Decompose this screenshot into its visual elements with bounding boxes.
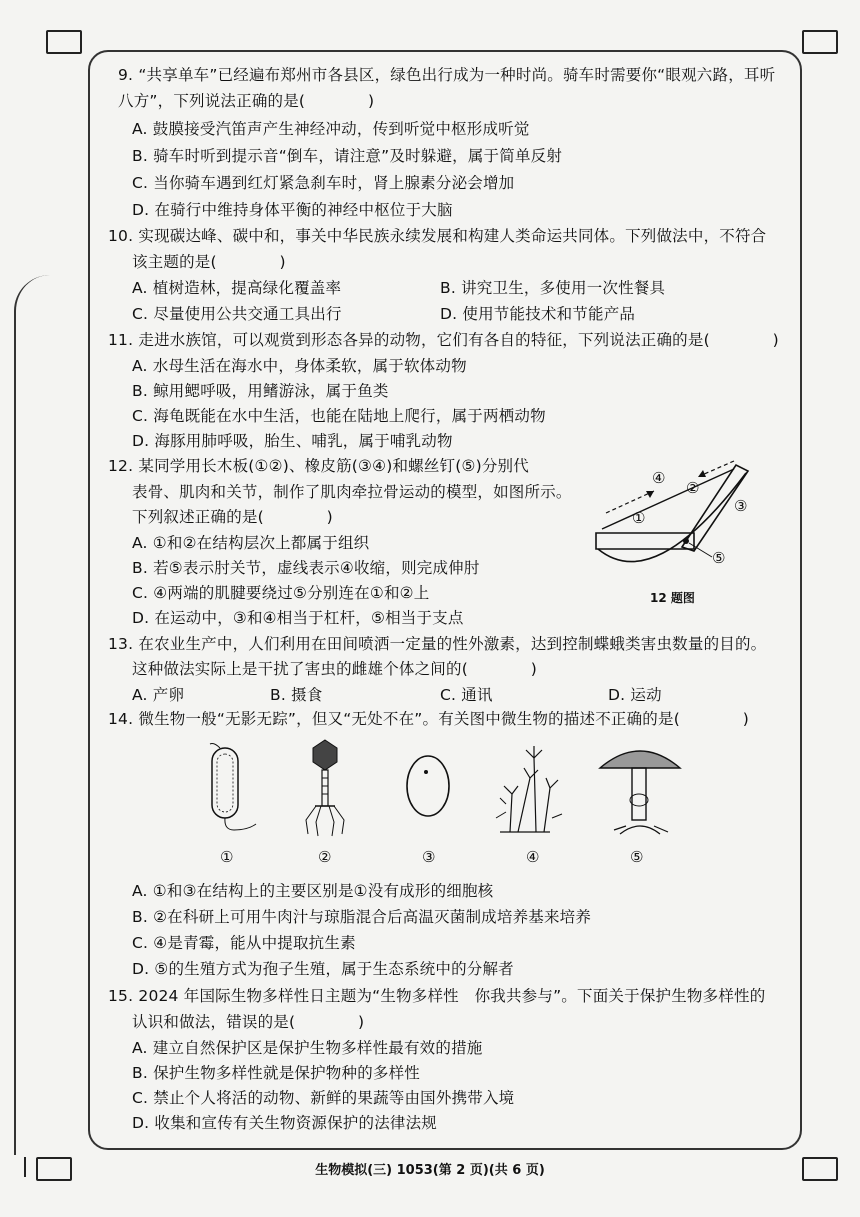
q13-option-a: A. 产卵 (132, 686, 185, 704)
q15-option-b: B. 保护生物多样性就是保护物种的多样性 (132, 1064, 420, 1082)
q10-option-b: B. 讲究卫生，多使用一次性餐具 (440, 279, 666, 297)
fig12-label-1: ① (632, 509, 646, 527)
q10-option-c: C. 尽量使用公共交通工具出行 (132, 305, 342, 323)
muscle-bone-model-diagram (594, 455, 774, 575)
fig12-label-5: ⑤ (712, 549, 726, 567)
q12-option-b: B. 若⑤表示肘关节，虚线表示④收缩，则完成伸肘 (132, 559, 480, 577)
fig12-label-3: ③ (734, 497, 748, 515)
bacterium-icon (210, 744, 256, 831)
q11-stem: 11. 走进水族馆，可以观赏到形态各异的动物，它们有各自的特征，下列说法正确的是( ) (108, 331, 779, 349)
fig12-label-2: ② (686, 479, 700, 497)
q9-option-a: A. 鼓膜接受汽笛声产生神经冲动，传到听觉中枢形成听觉 (132, 120, 530, 138)
corner-box-top-left (46, 30, 82, 54)
q9-option-c: C. 当你骑车遇到红灯紧急刹车时，肾上腺素分泌会增加 (132, 174, 515, 192)
fig12-caption: 12 题图 (650, 591, 695, 605)
fig14-number-2: ② (318, 848, 332, 866)
q13-option-b: B. 摄食 (270, 686, 323, 704)
q12-stem-line1: 12. 某同学用长木板(①②)、橡皮筋(③④)和螺丝钉(⑤)分别代 (108, 457, 529, 475)
q11-option-d: D. 海豚用肺呼吸，胎生、哺乳，属于哺乳动物 (132, 432, 453, 450)
q10-option-d: D. 使用节能技术和节能产品 (440, 305, 636, 323)
q15-option-d: D. 收集和宣传有关生物资源保护的法律法规 (132, 1114, 437, 1132)
page-footer: 生物模拟(三) 1053(第 2 页)(共 6 页) (315, 1163, 545, 1178)
fig14-number-3: ③ (422, 848, 436, 866)
q11-option-c: C. 海龟既能在水中生活，也能在陆地上爬行，属于两栖动物 (132, 407, 546, 425)
q9-option-b: B. 骑车时听到提示音“倒车，请注意”及时躲避，属于简单反射 (132, 147, 563, 165)
microorganisms-diagram (200, 738, 700, 842)
q13-stem-line2: 这种做法实际上是干扰了害虫的雌雄个体之间的( ) (132, 660, 537, 678)
q14-figure (200, 738, 700, 868)
q14-option-d: D. ⑤的生殖方式为孢子生殖，属于生态系统中的分解者 (132, 960, 514, 978)
q12-stem-line3: 下列叙述正确的是( ) (132, 508, 333, 526)
corner-box-top-right (802, 30, 838, 54)
q12-option-c: C. ④两端的肌腱要绕过⑤分别连在①和②上 (132, 584, 430, 602)
q13-option-c: C. 通讯 (440, 686, 493, 704)
fig14-number-5: ⑤ (630, 848, 644, 866)
bacteriophage-icon (306, 740, 344, 836)
q14-option-a: A. ①和③在结构上的主要区别是①没有成形的细胞核 (132, 882, 494, 900)
q9-stem-line2: 八方”，下列说法正确的是( ) (118, 92, 375, 110)
q9-option-d: D. 在骑行中维持身体平衡的神经中枢位于大脑 (132, 201, 453, 219)
q12-stem-line2: 表骨、肌肉和关节，制作了肌肉牵拉骨运动的模型，如图所示。 (132, 483, 572, 501)
q12-option-d: D. 在运动中，③和④相当于杠杆，⑤相当于支点 (132, 609, 464, 627)
q14-stem: 14. 微生物一般“无影无踪”，但又“无处不在”。有关图中微生物的描述不正确的是( ) (108, 710, 749, 728)
binding-bracket (14, 275, 56, 1155)
q12-figure (594, 455, 774, 605)
mushroom-icon (600, 751, 680, 834)
q14-option-b: B. ②在科研上可用牛肉汁与琼脂混合后高温灭菌制成培养基来培养 (132, 908, 592, 926)
q10-option-a: A. 植树造林，提高绿化覆盖率 (132, 279, 342, 297)
q11-option-b: B. 鲸用鳃呼吸，用鳍游泳，属于鱼类 (132, 382, 389, 400)
yeast-cell-icon (407, 756, 449, 816)
mold-icon (496, 746, 562, 832)
q10-stem-line2: 该主题的是( ) (132, 253, 286, 271)
q13-stem-line1: 13. 在农业生产中，人们利用在田间喷洒一定量的性外激素，达到控制蝶蛾类害虫数量的目的。 (108, 635, 767, 653)
q10-stem-line1: 10. 实现碳达峰、碳中和，事关中华民族永续发展和构建人类命运共同体。下列做法中，不符合 (108, 227, 767, 245)
q15-option-c: C. 禁止个人将活的动物、新鲜的果蔬等由国外携带入境 (132, 1089, 515, 1107)
q13-option-d: D. 运动 (608, 686, 662, 704)
q9-stem-line1: 9. “共享单车”已经遍布郑州市各县区，绿色出行成为一种时尚。骑车时需要你“眼观六路，耳听 (118, 66, 776, 84)
q15-option-a: A. 建立自然保护区是保护生物多样性最有效的措施 (132, 1039, 483, 1057)
q14-option-c: C. ④是青霉，能从中提取抗生素 (132, 934, 356, 952)
fig14-number-1: ① (220, 848, 234, 866)
q15-stem-line2: 认识和做法，错误的是( ) (132, 1013, 365, 1031)
q11-option-a: A. 水母生活在海水中，身体柔软，属于软体动物 (132, 357, 467, 375)
q15-stem-line1: 15. 2024 年国际生物多样性日主题为“生物多样性 你我共参与”。下面关于保护生物多样性的 (108, 987, 766, 1005)
fig12-label-4: ④ (652, 469, 666, 487)
q12-option-a: A. ①和②在结构层次上都属于组织 (132, 534, 370, 552)
fig14-number-4: ④ (526, 848, 540, 866)
